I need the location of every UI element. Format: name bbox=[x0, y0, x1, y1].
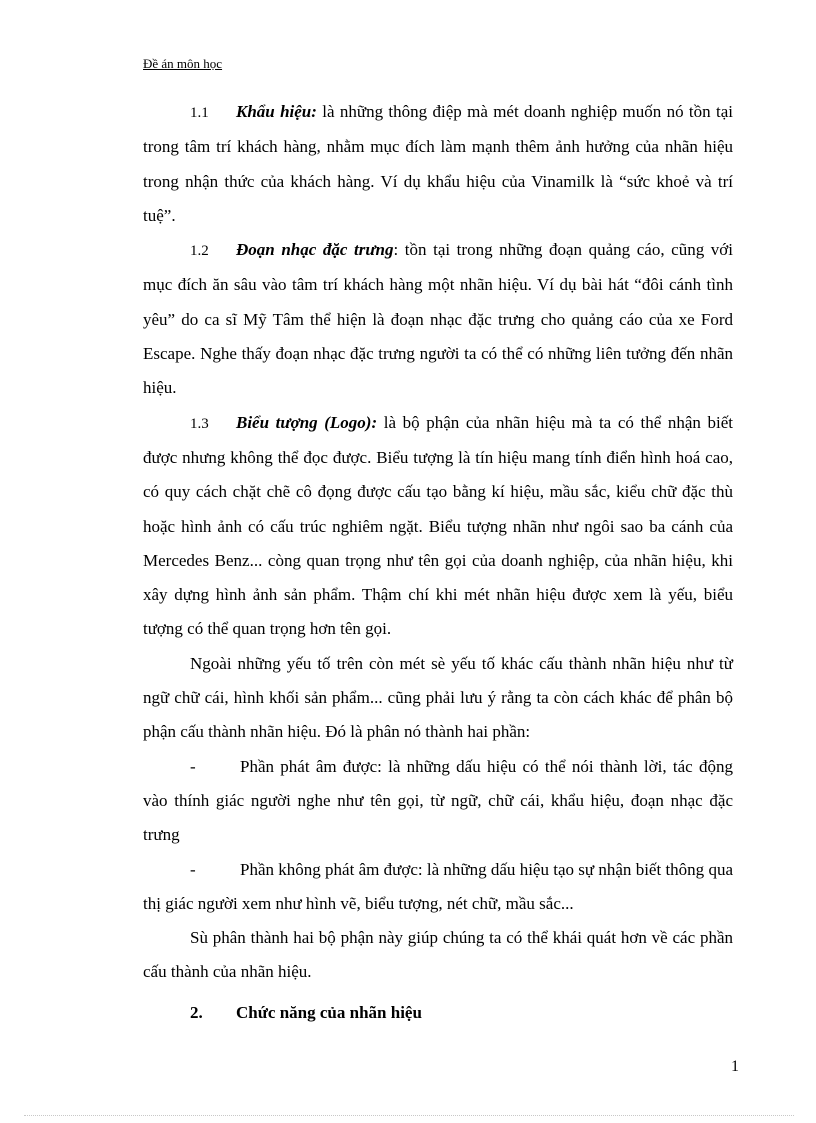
section-term: Khẩu hiệu: bbox=[236, 102, 317, 121]
bullet-item-khong-phat-am bbox=[143, 853, 733, 922]
bullet-mark: - bbox=[190, 756, 196, 776]
paragraph-other-elements: Ngoài những yếu tố trên còn mét sè yếu tố khác cấu thành nhãn hiệu như từ ngữ chữ cái, hình khối sản phẩm... cũng phải lưu ý rằng ta còn cách khác để phân bộ phận cấu thành nhãn hiệu. Đó là phân nó thành hai phần: bbox=[143, 653, 733, 742]
bullet-item-phat-am bbox=[143, 750, 733, 853]
bullet-text: Phần phát âm được: là những dấu hiệu có thể nói thành lời, tác động vào thính giác người nghe như tên gọi, từ ngữ, chữ cái, khẩu hiệu, đoạn nhạc đặc trưng bbox=[143, 756, 733, 845]
paragraph-summary: Sù phân thành hai bộ phận này giúp chúng ta có thể khái quát hơn về các phần cấu thành của nhãn hiệu. bbox=[143, 928, 733, 982]
bullet-text: Phần không phát âm được: là những dấu hiệu tạo sự nhận biết thông qua thị giác người xem như hình vẽ, biểu tượng, nét chữ, mầu sắc... bbox=[143, 859, 733, 913]
section-bieu-tuong bbox=[143, 406, 733, 647]
section-text: là những thông điệp mà mét doanh nghiệp muốn nó tồn tại trong tâm trí khách hàng, nhằm mục đích làm mạnh thêm ảnh hưởng của nhãn hiệu trong nhận thức của khách hàng. Ví dụ khẩu hiệu của Vinamilk là “sức khoẻ và trí tuệ”. bbox=[143, 102, 733, 225]
section-khau-hieu bbox=[143, 95, 733, 233]
section-number: 1.3 bbox=[190, 415, 209, 432]
bullet-mark: - bbox=[190, 859, 196, 879]
section-term: Đoạn nhạc đặc trưng bbox=[236, 240, 394, 260]
heading-number: 2. bbox=[190, 1002, 203, 1022]
section-term: Biểu tượng (Logo): bbox=[236, 412, 378, 432]
document-header: Đề án môn học bbox=[143, 56, 223, 71]
section-heading bbox=[143, 996, 733, 1030]
section-text: : tồn tại trong những đoạn quảng cáo, cũng với mục đích ăn sâu vào tâm trí khách hàng một nhãn hiệu. Ví dụ bài hát “đôi cánh tình yêu” do ca sĩ Mỹ Tâm thể hiện là đoạn nhạc đặc trưng cho quảng cáo của xe Ford Escape. Nghe thấy đoạn nhạc đặc trưng người ta có thể có những liên tưởng đến nhãn hiệu. bbox=[143, 240, 733, 398]
section-doan-nhac bbox=[143, 233, 733, 405]
section-text: là bộ phận của nhãn hiệu mà ta có thể nhận biết được nhưng không thể đọc được. Biểu tượng là tín hiệu mang tính điển hình hoá cao, có quy cách chặt chẽ cô đọng được cấu tạo bằng kí hiệu, mầu sắc, kiểu chữ đặc thù hoặc hình ảnh có cấu trúc nghiêm ngặt. Biểu tượng nhãn như ngôi sao ba cánh của Mercedes Benz... còng quan trọng như tên gọi của doanh nghiệp, của nhãn hiệu, khi xây dựng hình ảnh sản phẩm. Thậm chí khi mét nhãn hiệu được xem là yếu, biểu tượng có thể quan trọng hơn tên gọi. bbox=[143, 412, 733, 639]
section-number: 1.1 bbox=[190, 105, 209, 121]
page-number: 1 bbox=[731, 1058, 739, 1075]
document-body bbox=[143, 95, 733, 1030]
section-number: 1.2 bbox=[190, 243, 209, 260]
heading-title: Chức năng của nhãn hiệu bbox=[236, 1002, 422, 1022]
page-bottom-divider bbox=[24, 1115, 794, 1116]
